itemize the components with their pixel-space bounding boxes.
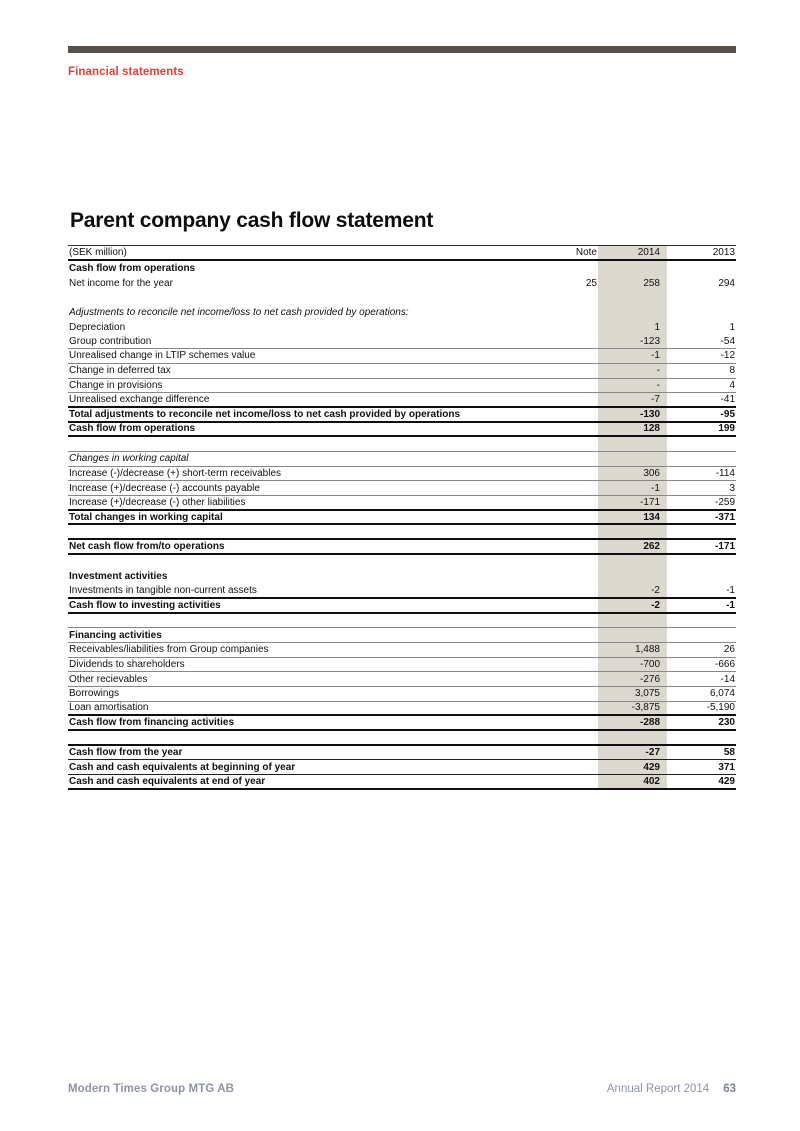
- row-note: [550, 496, 598, 509]
- row-note: [550, 393, 598, 406]
- row-label: Cash flow to investing activities: [69, 599, 221, 611]
- row-value-2013: -41: [720, 394, 735, 406]
- table-row: [68, 569, 736, 584]
- row-note: [550, 775, 598, 788]
- row-note: [550, 452, 598, 466]
- row-value-2013: [667, 614, 736, 628]
- row-value-2013: 199: [718, 423, 735, 435]
- row-label: Net cash flow from/to operations: [69, 540, 225, 552]
- row-value-2014: -7: [598, 393, 667, 406]
- row-label: Unrealised exchange difference: [69, 394, 210, 406]
- row-value-2013: -5,190: [706, 702, 735, 714]
- row-value-2014: 258: [598, 276, 667, 291]
- row-note: [550, 261, 598, 276]
- row-label: Cash and cash equivalents at end of year: [69, 775, 266, 787]
- footer-right: [607, 1083, 736, 1095]
- row-value-2014: -1: [598, 349, 667, 363]
- row-value-2013: 8: [729, 365, 735, 377]
- row-label: Total adjustments to reconcile net income/loss to net cash provided by operations: [69, 408, 461, 420]
- table-row: [68, 511, 736, 526]
- row-value-2014: 429: [598, 760, 667, 774]
- table-row: [68, 760, 736, 775]
- row-value-2013: -54: [720, 335, 735, 347]
- row-value-2013: -95: [720, 408, 735, 420]
- table-row: [68, 658, 736, 673]
- row-label: Borrowings: [69, 688, 120, 700]
- row-value-2013: [667, 525, 736, 538]
- row-value-2014: -700: [598, 658, 667, 672]
- row-value-2014: -276: [598, 672, 667, 686]
- table-row: [68, 261, 736, 276]
- row-label: Cash flow from financing activities: [69, 717, 235, 729]
- row-note: [550, 467, 598, 481]
- table-row: [68, 599, 736, 614]
- row-value-2014: [598, 569, 667, 584]
- row-note: [550, 643, 598, 657]
- row-value-2013: -259: [714, 496, 735, 508]
- row-note: [550, 540, 598, 553]
- row-note: [550, 437, 598, 451]
- row-value-2014: -: [598, 379, 667, 393]
- footer-page-number: 63: [723, 1083, 736, 1095]
- row-value-2014: -2: [598, 599, 667, 612]
- row-value-2013: -1: [726, 599, 735, 611]
- row-note: [550, 290, 598, 305]
- row-label: Receivables/liabilities from Group companies: [69, 644, 269, 656]
- table-row: [68, 643, 736, 658]
- row-value-2014: [598, 555, 667, 570]
- row-note: [550, 408, 598, 421]
- row-label: Financing activities: [69, 629, 162, 641]
- row-value-2013: 6,074: [709, 688, 735, 700]
- row-value-2014: 262: [598, 540, 667, 553]
- row-value-2014: [598, 290, 667, 305]
- row-value-2014: 402: [598, 775, 667, 788]
- row-note: [550, 760, 598, 774]
- row-note: [550, 614, 598, 628]
- row-note: [550, 305, 598, 320]
- footer-report-title: Annual Report 2014: [606, 1083, 710, 1095]
- row-value-2013: [667, 305, 736, 320]
- row-value-2014: 128: [598, 423, 667, 436]
- table-row: [68, 467, 736, 482]
- row-value-2014: [598, 731, 667, 744]
- row-value-2014: 1: [598, 320, 667, 335]
- table-row: [68, 276, 736, 291]
- table-row: [68, 393, 736, 408]
- row-value-2013: 230: [718, 717, 735, 729]
- row-value-2013: [667, 731, 736, 744]
- row-label: Increase (-)/decrease (+) short-term receivables: [69, 467, 282, 479]
- row-value-2013: -14: [720, 673, 735, 685]
- row-label: Adjustments to reconcile net income/loss to net cash provided by operations:: [69, 306, 409, 318]
- row-label: Other recievables: [69, 673, 148, 685]
- row-note: [550, 716, 598, 729]
- column-header-2013: 2013: [712, 247, 735, 258]
- row-label: Cash flow from operations: [69, 423, 196, 435]
- row-value-2014: [598, 261, 667, 276]
- row-value-2013: [667, 290, 736, 305]
- row-label: [68, 731, 550, 744]
- row-value-2014: 1,488: [598, 643, 667, 657]
- row-value-2014: 306: [598, 467, 667, 481]
- row-value-2013: [667, 628, 736, 642]
- row-label: [68, 614, 550, 628]
- table-row: [68, 481, 736, 496]
- row-label: Investments in tangible non-current assets: [69, 584, 257, 596]
- row-value-2013: 371: [718, 761, 735, 773]
- row-note: [550, 334, 598, 348]
- row-value-2014: -1: [598, 481, 667, 495]
- page-footer: [68, 1083, 736, 1095]
- table-row: [68, 687, 736, 702]
- table-row: [68, 379, 736, 394]
- row-value-2014: [598, 452, 667, 466]
- row-value-2014: -288: [598, 716, 667, 729]
- row-note: [550, 364, 598, 378]
- row-note: [550, 423, 598, 436]
- row-label: Increase (+)/decrease (-) other liabilities: [69, 496, 246, 508]
- row-note: [550, 511, 598, 524]
- row-value-2014: [598, 525, 667, 538]
- row-value-2013: [667, 452, 736, 466]
- table-row: [68, 555, 736, 570]
- row-value-2014: [598, 305, 667, 320]
- row-label: Unrealised change in LTIP schemes value: [69, 350, 256, 362]
- row-label: Loan amortisation: [69, 702, 149, 714]
- table-row: [68, 408, 736, 423]
- row-value-2014: [598, 628, 667, 642]
- row-label: Change in deferred tax: [69, 365, 171, 377]
- header-rule-bar: [68, 46, 736, 53]
- row-value-2014: -123: [598, 334, 667, 348]
- table-row: [68, 423, 736, 438]
- row-value-2014: 3,075: [598, 687, 667, 701]
- table-row: [68, 702, 736, 717]
- cash-flow-table: [68, 245, 736, 790]
- row-value-2013: 58: [723, 747, 735, 759]
- row-value-2014: -2: [598, 584, 667, 597]
- row-value-2013: [667, 555, 736, 570]
- row-label: Investment activities: [69, 571, 168, 583]
- row-value-2014: [598, 614, 667, 628]
- table-row: [68, 437, 736, 452]
- row-note: [550, 746, 598, 760]
- row-value-2014: -130: [598, 408, 667, 421]
- row-note: [550, 481, 598, 495]
- row-note: [550, 658, 598, 672]
- column-header-sek-million: (SEK million): [69, 247, 127, 258]
- row-note: [550, 731, 598, 744]
- row-note: [550, 628, 598, 642]
- row-value-2014: -: [598, 364, 667, 378]
- row-note: [550, 555, 598, 570]
- row-label: Dividends to shareholders: [69, 658, 185, 670]
- row-value-2013: 3: [729, 482, 735, 494]
- row-value-2013: 294: [718, 277, 735, 289]
- table-row: [68, 496, 736, 511]
- row-value-2013: [667, 261, 736, 276]
- row-note: [550, 349, 598, 363]
- table-row: [68, 305, 736, 320]
- row-note: 25: [585, 277, 597, 289]
- page-title: Parent company cash flow statement: [70, 209, 434, 232]
- column-header-note: Note: [575, 247, 597, 258]
- row-label: [68, 437, 550, 451]
- table-row: [68, 614, 736, 629]
- table-row: [68, 672, 736, 687]
- row-label: Cash flow from the year: [69, 747, 183, 759]
- row-note: [550, 584, 598, 597]
- footer-company-name: Modern Times Group MTG AB: [68, 1083, 235, 1095]
- section-label: Financial statements: [68, 66, 184, 78]
- row-label: Cash and cash equivalents at beginning of year: [69, 761, 296, 773]
- row-value-2014: -171: [598, 496, 667, 509]
- table-row: [68, 584, 736, 599]
- row-label: [68, 555, 550, 570]
- row-value-2013: [667, 437, 736, 451]
- row-note: [550, 320, 598, 335]
- row-label: Increase (+)/decrease (-) accounts payable: [69, 482, 260, 494]
- row-label: Change in provisions: [69, 379, 163, 391]
- table-row: [68, 775, 736, 790]
- row-note: [550, 702, 598, 715]
- row-value-2013: 26: [723, 644, 735, 656]
- row-value-2013: 1: [729, 321, 735, 333]
- table-row: [68, 716, 736, 731]
- table-row: [68, 525, 736, 540]
- row-note: [550, 525, 598, 538]
- row-label: [68, 290, 550, 305]
- row-note: [550, 569, 598, 584]
- row-value-2013: -171: [714, 540, 735, 552]
- row-value-2013: -114: [715, 467, 735, 479]
- row-value-2013: [667, 569, 736, 584]
- row-label: Group contribution: [69, 335, 152, 347]
- row-value-2013: -1: [726, 584, 735, 596]
- row-label: Changes in working capital: [69, 453, 189, 465]
- row-label: [68, 525, 550, 538]
- row-value-2014: 134: [598, 511, 667, 524]
- row-label: Net income for the year: [69, 277, 173, 289]
- row-label: Total changes in working capital: [69, 511, 223, 523]
- table-row: [68, 290, 736, 305]
- row-note: [550, 672, 598, 686]
- row-value-2014: -3,875: [598, 702, 667, 715]
- row-label: Cash flow from operations: [69, 262, 196, 274]
- row-value-2013: -666: [714, 658, 735, 670]
- row-note: [550, 687, 598, 701]
- table-row: [68, 320, 736, 335]
- row-note: [550, 379, 598, 393]
- table-header-row: [68, 245, 736, 261]
- row-note: [550, 599, 598, 612]
- table-row: [68, 540, 736, 555]
- table-row: [68, 628, 736, 643]
- row-value-2013: 4: [729, 379, 735, 391]
- table-body: [68, 261, 736, 790]
- table-row: [68, 731, 736, 746]
- table-row: [68, 349, 736, 364]
- table-row: [68, 452, 736, 467]
- row-label: Depreciation: [69, 321, 126, 333]
- table-row: [68, 334, 736, 349]
- row-value-2014: [598, 437, 667, 451]
- row-value-2013: -371: [714, 511, 735, 523]
- column-header-2014: 2014: [598, 246, 667, 259]
- row-value-2013: 429: [718, 775, 735, 787]
- table-row: [68, 746, 736, 761]
- row-value-2014: -27: [598, 746, 667, 760]
- table-row: [68, 364, 736, 379]
- row-value-2013: -12: [720, 350, 735, 362]
